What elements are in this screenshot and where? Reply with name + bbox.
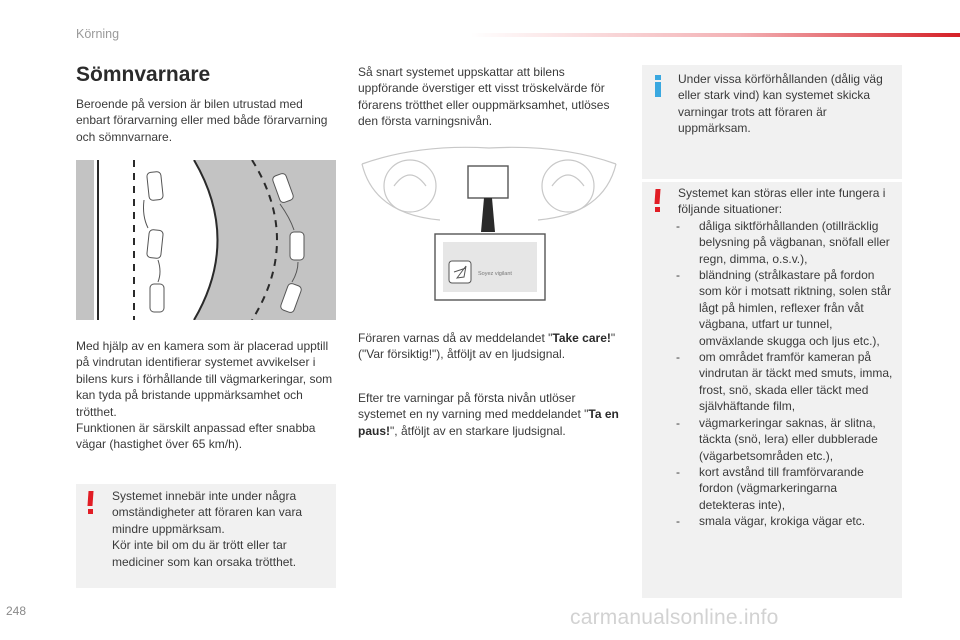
coffee-cup-icon: [449, 261, 471, 283]
take-a-break-message: Ta en paus!: [358, 407, 619, 438]
camera-description-paragraph: Med hjälp av en kamera som är placerad upptill på vindrutan identifierar systemet avvikelser i bilens kurs i förhållande till vägmarkeringar, som kan tyda på bristande uppmärksamhet och trötthet.: [76, 339, 333, 419]
info-text: Under vissa körförhållanden (dålig väg eller stark vind) kan systemet skicka varningar trots att föraren är uppmärksam.: [678, 72, 883, 136]
list-item: - vägmarkeringar saknas, är slitna, täckta (snö, lera) eller dubblerade (vägarbetsområden etc.),: [676, 415, 878, 463]
instrument-panel-illustration: [358, 140, 620, 326]
warning-text-fatigue: Kör inte bil om du är trött eller tar mediciner som kan orsaka trötthet.: [112, 538, 297, 569]
list-item: - bländning (strålkastare på fordon som kör i motsatt riktning, solen står lågt på himlen, reflexer från våt vägbana, utfart ur tunnel, omväxlande skugga och ljus etc.),: [676, 268, 892, 348]
speed-description-paragraph: Funktionen är särskilt anpassad efter snabba vägar (hastighet över 65 km/h).: [76, 421, 316, 452]
road-edge-left: [76, 160, 94, 320]
warning-exclamation-icon: [654, 189, 662, 212]
section-title: Körning: [76, 27, 120, 41]
intro-paragraph: Beroende på version är bilen utrustad med enbart förarvarning eller med både förarvarning och sömnvarnare.: [76, 97, 328, 144]
take-care-paragraph: Föraren varnas då av meddelandet "Take care!" ("Var försiktig!"), åtföljt av en ljudsignal.: [358, 331, 616, 362]
info-icon: [654, 75, 662, 97]
lane-departure-illustration: [76, 160, 336, 320]
pointer-arrow: [481, 198, 495, 232]
list-item: - smala vägar, krokiga vägar etc.: [676, 514, 866, 529]
limitations-intro: Systemet kan störas eller inte fungera i följande situationer:: [678, 186, 886, 217]
list-item: - kort avstånd till framförvarande fordon (vägmarkeringarna detekteras inte),: [676, 464, 864, 512]
threshold-paragraph: Så snart systemet uppskattar att bilens uppförande överstiger ett visst tröskelvärde för förarens trötthet eller ouppmärksamhet, utlöses den första varningsnivån.: [358, 65, 610, 129]
take-care-message: Take care!: [552, 331, 611, 345]
page-number: 248: [6, 604, 27, 618]
warning-text-attention: Systemet innebär inte under några omständigheter att föraren kan vara mindre uppmärksam.: [112, 489, 303, 536]
warning-exclamation-icon: [87, 491, 95, 514]
take-a-break-paragraph: Efter tre varningar på första nivån utlöser systemet en ny varning med meddelandet "Ta en paus!", åtföljt av en starkare ljudsignal.: [358, 391, 619, 438]
list-item: - om området framför kameran på vindrutan är täckt med smuts, imma, frost, snö, skada eller täckt med självhäftande film,: [676, 350, 893, 414]
list-item: - dåliga siktförhållanden (otillräcklig belysning på vägbanan, snöfall eller regn, dimma, o.s.v.),: [676, 218, 890, 266]
display-message: Soyez vigilant: [478, 271, 512, 277]
page-title: Sömnvarnare: [76, 63, 211, 86]
header-accent-bar: [470, 33, 960, 37]
center-display: [468, 166, 508, 198]
watermark: carmanualsonline.info: [570, 606, 779, 629]
limitations-list: [675, 218, 896, 530]
